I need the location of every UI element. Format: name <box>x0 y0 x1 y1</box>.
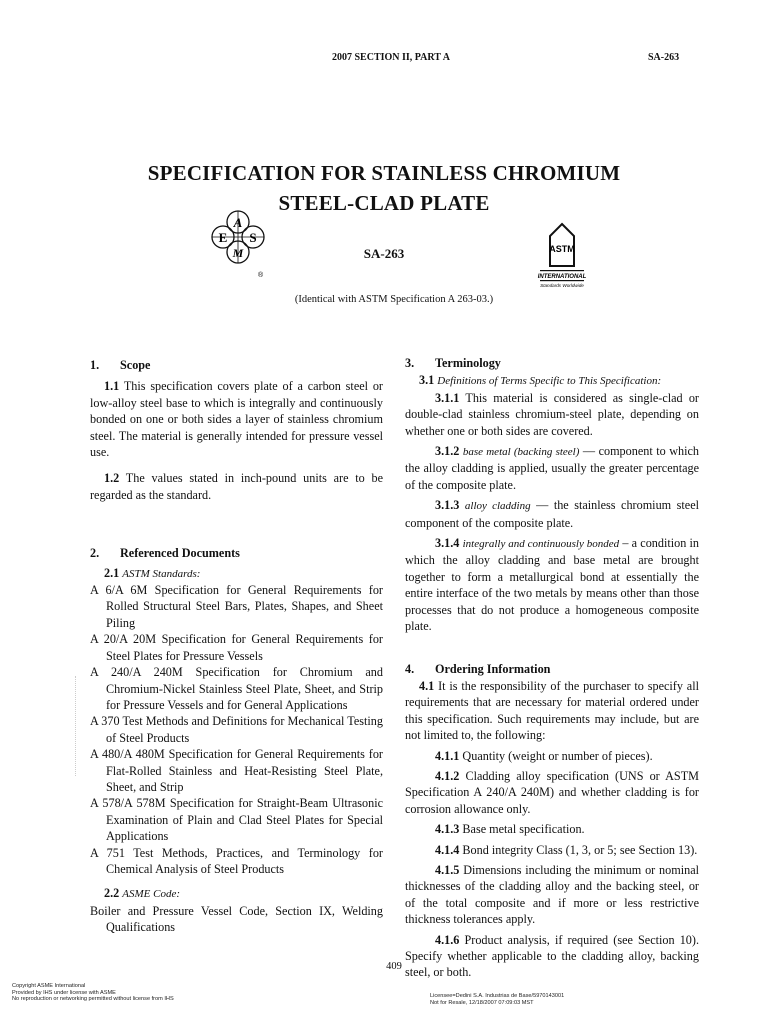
reference-item: A 20/A 20M Specification for General Requirements for Steel Plates for Pressure Vessels <box>90 632 383 663</box>
reference-item: A 578/A 578M Specification for Straight-Beam Ultrasonic Examination of Plain and Clad Steel Plates for Special Applications <box>90 796 383 844</box>
paragraph-4-1-4: 4.1.4 Bond integrity Class (1, 3, or 5; see Section 13). <box>435 842 698 857</box>
svg-text:INTERNATIONAL: INTERNATIONAL <box>537 274 587 280</box>
svg-text:ASTM: ASTM <box>549 244 575 254</box>
svg-text:S: S <box>249 230 257 245</box>
right-column <box>405 355 699 981</box>
paragraph-1-1: 1.1 This specification covers plate of a carbon steel or low-alloy steel base to which is integrally and continuously bonded on one or both sides a layer of stainless chromium steel. The material is generally intended for pressure vessel use. <box>90 379 383 460</box>
footer-license: Licensee=Dedini S.A. Industrias de Base/5970143001 Not for Resale, 12/18/2007 07:09:03 MST <box>430 993 565 1006</box>
section-number: 1. <box>90 358 100 372</box>
svg-text:E: E <box>218 230 228 245</box>
paragraph-2-1: 2.1 ASTM Standards: <box>104 565 201 580</box>
paragraph-4-1: 4.1 It is the responsibility of the purchaser to specify all requirements that are necessary for material ordered under this specification. Such requirements may include, but are not limited to, the following: <box>405 678 699 743</box>
reference-item: A 6/A 6M Specification for General Requirements for Rolled Structural Steel Bars, Plates, Shapes, and Sheet Piling <box>90 583 383 630</box>
astm-logo-icon <box>532 222 592 290</box>
asme-logo-icon <box>208 207 268 279</box>
paragraph-3-1-2: 3.1.2 base metal (backing steel) — component to which the alloy cladding is applied, usually the greater percentage of the composite plate. <box>405 444 699 492</box>
page-number: 409 <box>386 961 402 972</box>
identical-note: (Identical with ASTM Specification A 263-03.) <box>294 294 494 305</box>
left-column <box>90 357 383 936</box>
document-title <box>0 158 768 218</box>
paragraph-3-1-4: 3.1.4 integrally and continuously bonded – a condition in which the alloy cladding and base metal are brought together to form a metallurgical bond at essentially the entire interface of the two metals by means other than those processes that do not produce a homogeneous composite plate. <box>405 536 699 634</box>
paragraph-4-1-1: 4.1.1 Quantity (weight or number of pieces). <box>435 748 653 763</box>
section-title: Referenced Documents <box>120 546 240 561</box>
running-header-right: SA-263 <box>648 52 680 63</box>
section-heading-referenced-documents <box>90 545 383 561</box>
paragraph-4-1-5: 4.1.5 Dimensions including the minimum or nominal thicknesses of the cladding alloy and the backing steel, or of the total composite and if more or less restrictive thickness tolerances apply. <box>405 862 699 927</box>
paragraph-4-1-6: 4.1.6 Product analysis, if required (see Section 10). Specify whether applicable to the cladding alloy, backing steel, or both. <box>405 932 699 980</box>
section-number: 3. <box>405 356 415 370</box>
paragraph-4-1-3: 4.1.3 Base metal specification. <box>435 822 585 837</box>
section-number: 4. <box>405 661 415 676</box>
reference-item: A 480/A 480M Specification for General Requirements for Flat-Rolled Stainless and Heat-Resisting Steel Plate, Sheet, and Strip <box>90 747 383 794</box>
section-number: 2. <box>90 546 100 561</box>
section-title: Scope <box>120 358 151 372</box>
designation: SA-263 <box>363 246 405 261</box>
reference-item: Boiler and Pressure Vessel Code, Section IX, Welding Qualifications <box>90 903 383 935</box>
footer-copyright: Copyright ASME International Provided by IHS under license with ASME No reproduction or networking permitted without license from IHS <box>12 983 174 1003</box>
title-line-1: SPECIFICATION FOR STAINLESS CHROMIUM <box>147 161 621 185</box>
paragraph-2-2: 2.2 ASME Code: <box>104 886 181 901</box>
section-heading-scope <box>90 357 383 373</box>
paragraph-1-2: 1.2 The values stated in inch-pound units are to be regarded as the standard. <box>90 471 383 502</box>
svg-text:®: ® <box>258 272 264 279</box>
svg-text:M: M <box>232 246 244 260</box>
svg-text:Standards Worldwide: Standards Worldwide <box>540 283 584 288</box>
paragraph-3-1-1: 3.1.1 This material is considered as single-clad or double-clad stainless chromium-steel plate, depending on whether one or both sides are covered. <box>405 390 699 438</box>
reference-item: A 240/A 240M Specification for Chromium and Chromium-Nickel Stainless Steel Plate, Sheet, and Strip for Pressure Vessels and for General Applications <box>90 665 383 712</box>
paragraph-4-1-2: 4.1.2 Cladding alloy specification (UNS or ASTM Specification A 240/A 240M) and whether cladding is for corrosion allowance only. <box>405 768 699 816</box>
reference-item: A 370 Test Methods and Definitions for Mechanical Testing of Steel Products <box>90 714 383 745</box>
paragraph-3-1-3: 3.1.3 alloy cladding — the stainless chromium steel component of the composite plate. <box>405 498 699 530</box>
reference-item: A 751 Test Methods, Practices, and Terminology for Chemical Analysis of Steel Products <box>90 845 383 876</box>
paragraph-3-1: 3.1 Definitions of Terms Specific to This Specification: <box>419 373 662 388</box>
running-header-left: 2007 SECTION II, PART A <box>332 52 450 63</box>
svg-text:A: A <box>233 215 243 230</box>
section-heading-ordering-information <box>405 661 699 677</box>
section-title: Ordering Information <box>435 661 551 676</box>
section-heading-terminology <box>405 355 699 371</box>
margin-mark <box>75 676 78 776</box>
section-title: Terminology <box>435 356 501 370</box>
title-line-2: STEEL-CLAD PLATE <box>278 191 490 215</box>
